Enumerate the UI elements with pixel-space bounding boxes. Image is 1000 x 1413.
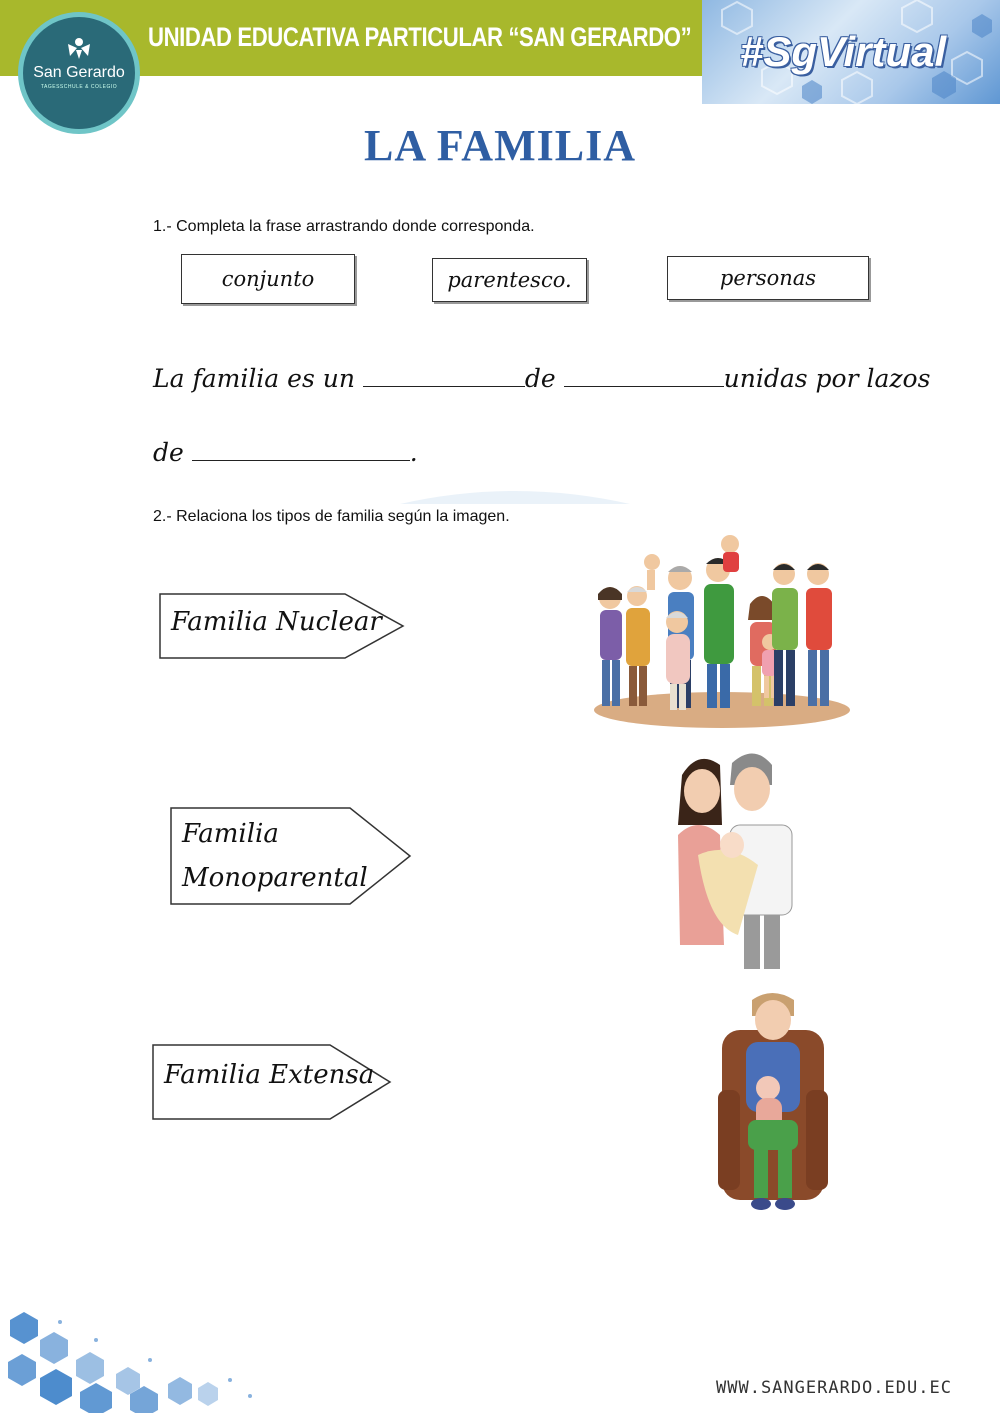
sentence-part-5: . (409, 438, 418, 467)
fill-sentence-line-1 (153, 364, 930, 393)
sentence-part-4: de (153, 438, 192, 467)
hexagon-decoration-icon (0, 1300, 270, 1413)
sg-virtual-hashtag: #SgVirtual (740, 28, 947, 75)
label-text-line-2: Monoparental (182, 863, 368, 893)
exercise-2-instruction: 2.- Relaciona los tipos de familia según la imagen. (153, 508, 510, 525)
label-text: Familia Extensa (164, 1060, 375, 1090)
faint-divider-arc (400, 484, 630, 506)
word-card-personas[interactable]: personas (667, 256, 869, 300)
blank-2-drop-zone[interactable] (564, 386, 724, 387)
logo-name: San Gerardo (33, 64, 125, 81)
school-name: UNIDAD EDUCATIVA PARTICULAR “SAN GERARDO” (148, 22, 692, 52)
label-familia-monoparental[interactable] (170, 807, 412, 905)
sentence-part-2: de (524, 364, 564, 393)
word-card-conjunto[interactable]: conjunto (181, 254, 355, 304)
label-text-line-1: Familia (182, 819, 279, 849)
father-with-baby-image[interactable] (718, 990, 828, 1220)
sentence-part-3: unidas por lazos (723, 364, 931, 393)
fill-sentence-line-2 (153, 438, 418, 467)
label-familia-extensa[interactable] (152, 1044, 392, 1120)
blank-1-drop-zone[interactable] (363, 386, 525, 387)
couple-with-baby-image[interactable] (668, 745, 796, 971)
word-card-parentesco[interactable]: parentesco. (432, 258, 587, 302)
page-title: LA FAMILIA (364, 121, 636, 170)
exercise-1-instruction: 1.- Completa la frase arrastrando donde corresponda. (153, 218, 535, 235)
logo-subtitle: TAGESSCHULE & COLEGIO (40, 84, 118, 90)
footer-url[interactable]: WWW.SANGERARDO.EDU.EC (716, 1378, 952, 1398)
extended-family-image[interactable] (592, 530, 854, 730)
sentence-part-1: La familia es un (153, 364, 363, 393)
label-text: Familia Nuclear (171, 607, 382, 637)
logo-star-icon (64, 36, 94, 60)
label-familia-nuclear[interactable] (159, 593, 405, 659)
blank-3-drop-zone[interactable] (192, 460, 410, 461)
